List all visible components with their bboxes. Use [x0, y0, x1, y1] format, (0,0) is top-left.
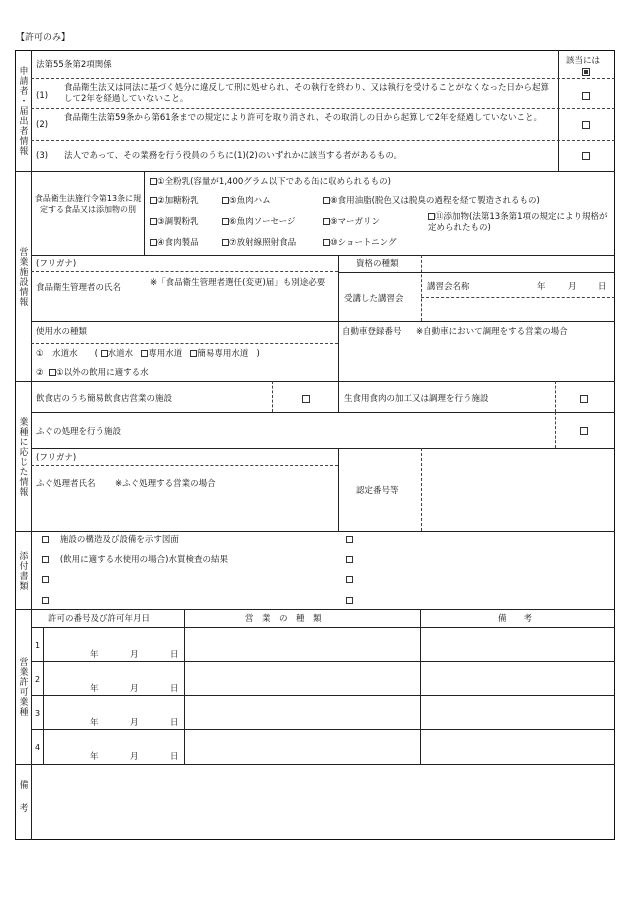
- permit-row-no: 4: [35, 743, 41, 752]
- permit-col-header: 許可の番号及び許可年月日: [48, 614, 151, 624]
- opt9-label: ⑨マーガリン: [330, 217, 380, 227]
- opt4-checkbox[interactable]: [150, 239, 157, 246]
- row-divider: [31, 271, 338, 272]
- food-category-divider: [144, 171, 145, 255]
- col-divider: [184, 609, 185, 764]
- food-category-label: 食品衛生法施行令第13条に規定する食品又は添加物の別: [34, 194, 142, 214]
- row-divider: [338, 272, 615, 273]
- permit-year: 年: [90, 650, 99, 660]
- permit-row-no: 2: [35, 675, 41, 684]
- simple-restaurant-checkbox[interactable]: [302, 395, 310, 403]
- attach-6-checkbox[interactable]: [346, 556, 353, 563]
- permit-row-no: 1: [35, 641, 41, 650]
- manager-note: ※「食品衛生管理者選任(変更)届」も別途必要: [150, 278, 326, 288]
- law-reference: 法第55条第2項関係: [36, 60, 112, 70]
- course-date-year: 年: [537, 282, 546, 292]
- fugu-facility-label: ふぐの処理を行う施設: [36, 427, 122, 437]
- attach-7-checkbox[interactable]: [346, 576, 353, 583]
- row-divider: [31, 412, 615, 413]
- opt2-checkbox[interactable]: [150, 197, 157, 204]
- col-divider: [338, 381, 339, 412]
- permit-year: 年: [90, 752, 99, 762]
- applicant-item-3-checkbox[interactable]: [582, 152, 590, 160]
- row-divider: [31, 627, 615, 628]
- attach-1-label: 施設の構造及び設備を示す図面: [59, 535, 179, 545]
- attach-2-label: (飲用に適する水使用の場合)水質検査の結果: [59, 555, 228, 565]
- permit-month: 月: [130, 718, 139, 728]
- permit-day: 日: [170, 718, 179, 728]
- qualification-label: 資格の種類: [356, 259, 399, 269]
- opt5-checkbox[interactable]: [222, 197, 229, 204]
- opt2-label: ②加糖粉乳: [157, 196, 199, 206]
- col-divider: [421, 255, 422, 321]
- applicant-item-2-checkbox[interactable]: [582, 121, 590, 129]
- attach-8-checkbox[interactable]: [346, 597, 353, 604]
- permit-day: 日: [170, 752, 179, 762]
- opt7-label: ⑦放射線照射食品: [229, 238, 297, 248]
- manager-furigana: (フリガナ): [36, 259, 77, 269]
- water-line2-no: ②: [36, 368, 44, 378]
- water-close: ): [256, 349, 260, 359]
- attach-3-checkbox[interactable]: [42, 576, 49, 583]
- permit-day: 日: [170, 684, 179, 694]
- applicant-item-1-no: (1): [36, 91, 49, 101]
- row-divider: [421, 297, 615, 298]
- attach-1-checkbox[interactable]: [42, 536, 49, 543]
- attach-5-checkbox[interactable]: [346, 536, 353, 543]
- course-date-day: 日: [598, 282, 607, 292]
- opt9-checkbox[interactable]: [323, 218, 330, 225]
- attachments-section-label: 添付書類: [17, 550, 28, 591]
- section-divider: [15, 381, 615, 382]
- note-col-header: 備 考: [498, 614, 533, 624]
- opt11-label: ⑪添加物(法第13条第1項の規定により規格が定められたもの): [428, 212, 608, 233]
- col-divider: [420, 609, 421, 764]
- fugu-facility-checkbox[interactable]: [580, 427, 588, 435]
- form-frame: [15, 50, 615, 840]
- water-opt-2-checkbox[interactable]: [49, 369, 56, 376]
- opt10-label: ⑩ショートニング: [330, 238, 397, 248]
- row-divider: [31, 140, 615, 141]
- opt3-checkbox[interactable]: [150, 218, 157, 225]
- applicant-section-label: 申請者・届出者情報: [17, 66, 28, 156]
- fugu-furigana: (フリガナ): [36, 453, 77, 463]
- col-divider: [338, 255, 339, 321]
- applicable-header-checkbox: [582, 68, 590, 76]
- row-divider: [31, 321, 615, 322]
- opt7-checkbox[interactable]: [222, 239, 229, 246]
- row-divider: [31, 255, 615, 256]
- type-col-header: 営 業 の 種 類: [245, 614, 322, 624]
- water-opt-a: 水道水: [107, 349, 134, 359]
- section-divider: [15, 609, 615, 610]
- facility-section-label: 営業施設情報: [17, 246, 28, 307]
- col-divider: [338, 448, 339, 531]
- permit-row-no: 3: [35, 709, 41, 718]
- col-divider: [421, 448, 422, 531]
- opt6-checkbox[interactable]: [222, 218, 229, 225]
- opt5-label: ⑤魚肉ハム: [229, 196, 271, 206]
- applicant-item-2-text: 食品衛生法第59条から第61条までの規定により許可を取り消され、その取消しの日から起算して2年を経過していないこと。: [64, 113, 543, 123]
- row-divider: [31, 465, 338, 466]
- attach-2-checkbox[interactable]: [42, 556, 49, 563]
- section-divider: [15, 764, 615, 765]
- course-date-month: 月: [568, 282, 577, 292]
- course-attended-label: 受講した講習会: [344, 294, 404, 304]
- permit-month: 月: [130, 752, 139, 762]
- vehicle-note: ※自動車において調理をする営業の場合: [416, 327, 568, 337]
- applicant-item-3-text: 法人であって、その業務を行う役員のうちに(1)(2)のいずれかに該当する者があるもの。: [64, 151, 402, 161]
- attach-4-checkbox[interactable]: [42, 597, 49, 604]
- applicant-item-1-checkbox[interactable]: [582, 92, 590, 100]
- applicant-item-2-no: (2): [36, 120, 49, 130]
- remarks-section-label: 備考: [17, 779, 28, 826]
- section-divider: [15, 171, 615, 172]
- col-divider: [338, 321, 339, 381]
- row-divider: [31, 343, 338, 344]
- manager-name-label: 食品衛生管理者の氏名: [36, 283, 122, 293]
- water-label: 使用水の種類: [36, 327, 88, 337]
- opt10-checkbox[interactable]: [323, 239, 330, 246]
- water-line2: ①以外の飲用に適する水: [56, 368, 149, 378]
- opt11-checkbox[interactable]: [428, 213, 435, 220]
- row-divider: [31, 695, 615, 696]
- course-name-label: 講習会名称: [427, 282, 470, 292]
- row-divider: [31, 108, 615, 109]
- col-divider: [555, 381, 556, 412]
- permit-day: 日: [170, 650, 179, 660]
- fugu-handler-label: ふぐ処理者氏名: [36, 479, 96, 489]
- opt6-label: ⑥魚肉ソーセージ: [229, 217, 296, 227]
- raw-meat-checkbox[interactable]: [580, 395, 588, 403]
- fugu-note: ※ふぐ処理する営業の場合: [115, 479, 216, 489]
- opt1-label: ①全粉乳(容量が1,400グラム以下である缶に収められるもの): [157, 177, 392, 187]
- col-divider: [555, 412, 556, 448]
- water-line1: ① 水道水 (: [36, 349, 98, 359]
- label-column-divider: [31, 50, 32, 840]
- water-opt-a-checkbox[interactable]: [101, 350, 108, 357]
- col-divider: [272, 381, 273, 412]
- business-section-label: 業種に応じた情報: [17, 416, 28, 497]
- opt8-checkbox[interactable]: [323, 197, 330, 204]
- row-divider: [31, 661, 615, 662]
- opt4-label: ④食肉製品: [157, 238, 199, 248]
- applicable-header: 該当には: [566, 56, 601, 66]
- permit-year: 年: [90, 684, 99, 694]
- section-divider: [15, 531, 615, 532]
- permit-year: 年: [90, 718, 99, 728]
- permit-month: 月: [130, 684, 139, 694]
- opt8-label: ⑧食用油脂(脱色又は脱臭の過程を経て製造されるもの): [330, 196, 540, 206]
- permits-section-label: 営業許可業種: [17, 657, 28, 717]
- opt3-label: ③調製粉乳: [157, 217, 199, 227]
- permit-month: 月: [130, 650, 139, 660]
- row-divider: [31, 448, 615, 449]
- row-divider: [31, 729, 615, 730]
- water-opt-b: 専用水道: [148, 349, 183, 359]
- applicant-item-1-text: 食品衛生法又は同法に基づく処分に違反して刑に処せられ、その執行を終わり、又は執行を受けることがなくなった日から起算して2年を経過していないこと。: [64, 83, 550, 104]
- opt1-checkbox[interactable]: [150, 178, 157, 185]
- cert-no-label: 認定番号等: [356, 486, 399, 496]
- form-tag: 【許可のみ】: [16, 33, 71, 43]
- applicant-item-3-no: (3): [36, 151, 49, 161]
- simple-restaurant-label: 飲食店のうち簡易飲食店営業の施設: [36, 394, 173, 404]
- water-opt-c: 簡易専用水道: [197, 349, 249, 359]
- row-divider: [31, 78, 615, 79]
- vehicle-label: 自動車登録番号: [342, 327, 402, 337]
- raw-meat-label: 生食用食肉の加工又は調理を行う施設: [344, 394, 489, 404]
- applicable-col-divider: [558, 50, 559, 171]
